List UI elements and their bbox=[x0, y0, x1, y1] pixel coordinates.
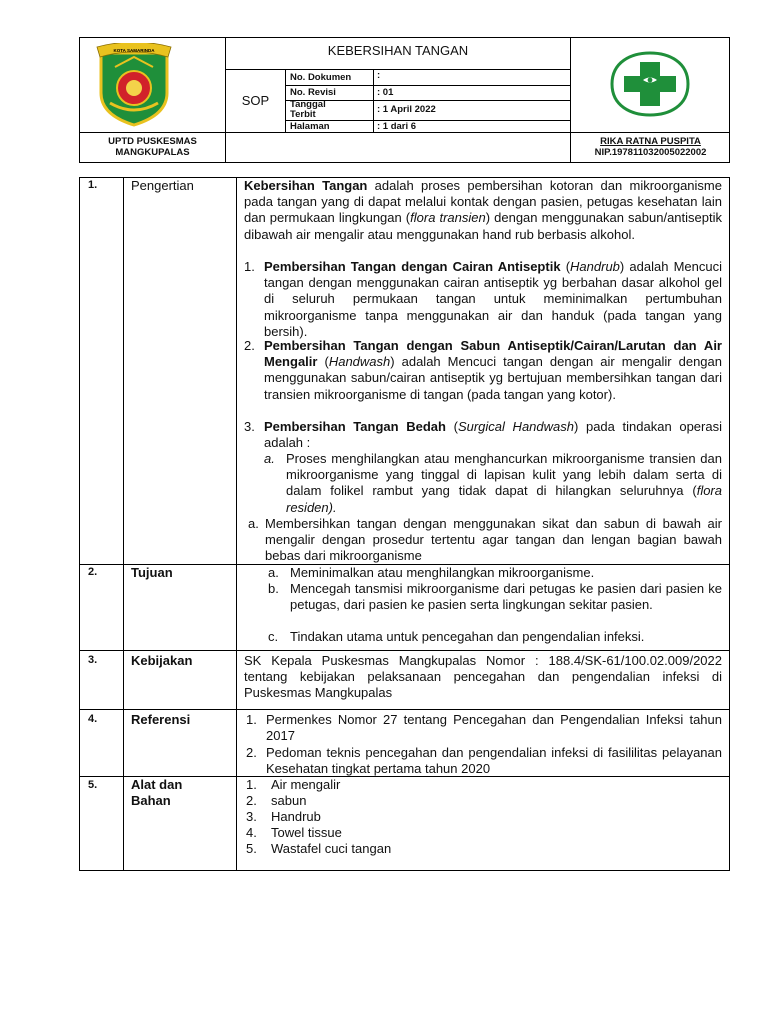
puskesmas-logo bbox=[609, 50, 691, 118]
item-text: Permenkes Nomor 27 tentang Pencegahan dan Pengendalian Infeksi tahun 2017 bbox=[266, 712, 722, 744]
section-1-intro bbox=[244, 178, 722, 243]
section-4-item-1 bbox=[246, 712, 722, 744]
meta-value-no-revisi: : 01 bbox=[377, 87, 394, 98]
section-2-title: Tujuan bbox=[131, 565, 173, 580]
item-text: Mencegah tansmisi mikroorganisme dari petugas ke pasien dari pasien ke petugas, dari pasien ke pasien serta lingkungan sekitar pasien. bbox=[290, 581, 722, 613]
item-marker: 1. bbox=[246, 712, 257, 727]
item-marker: 2. bbox=[246, 745, 257, 760]
signer-nip: NIP.197811032005022002 bbox=[594, 147, 707, 158]
item-pre: ( bbox=[445, 419, 458, 434]
meta-label-no-revisi: No. Revisi bbox=[290, 87, 336, 98]
item-bold: Pembersihan Tangan Bedah bbox=[264, 419, 446, 434]
section-5-item-3 bbox=[246, 809, 722, 825]
section-5-title-line1: Alat dan bbox=[131, 777, 183, 792]
item-marker: 3. bbox=[246, 809, 257, 824]
section-2-item-a bbox=[268, 565, 722, 581]
item-pre: ( bbox=[317, 354, 329, 370]
sop-label: SOP bbox=[241, 93, 270, 108]
item-text: Air mengalir bbox=[271, 777, 341, 792]
org-name-line2: MANGKUPALAS bbox=[115, 147, 190, 158]
city-logo-caption: KOTA SAMARINDA bbox=[113, 48, 155, 53]
item-text: Handrub bbox=[271, 809, 321, 824]
meta-value-no-dokumen: : bbox=[377, 70, 381, 81]
section-1-item-3 bbox=[244, 419, 722, 451]
section-3-title: Kebijakan bbox=[131, 653, 193, 668]
sub-italic: flora residen). bbox=[286, 483, 722, 515]
section-1-title: Pengertian bbox=[131, 178, 194, 193]
item-italic: Surgical Handwash bbox=[457, 419, 574, 434]
intro-text-2: ) dengan menggunakan sabun/antiseptik dibawah air mengalir atau menggunakan hand rub berbasis alkohol. bbox=[244, 210, 722, 242]
intro-text-1: adalah proses pembersihan kotoran dan mikroorganisme pada tangan yang di dapat melalui kontak dengan pasien, petugas kesehatan lain dan permukaan lingkungan ( bbox=[244, 178, 722, 226]
meta-label-tanggal-terbit: Tanggal Terbit bbox=[290, 99, 326, 120]
sub-text: Membersihkan tangan dengan menggunakan sikat dan sabun di bawah air mengalir dengan prosedur tertentu agar tangan dan lengan bagian bawah bebas dari mikroorganisme bbox=[265, 516, 722, 564]
meta-value-halaman: : 1 dari 6 bbox=[377, 121, 417, 132]
meta-label-no-dokumen: No. Dokumen bbox=[290, 72, 352, 83]
item-post: ) adalah Mencuci tangan dengan menggunakan cairan antiseptik yg berbahan dasar alkohol gel di seluruh permukaan tangan untuk meminimalkan pertumbuhan mikroorganisme tanpa menggunakan air dan handuk (pada tangan yang bersih). bbox=[264, 259, 722, 339]
item-marker: 2. bbox=[244, 338, 255, 353]
section-1-number: 1. bbox=[88, 179, 98, 191]
item-marker: a. bbox=[268, 565, 279, 580]
section-4-item-2 bbox=[246, 745, 722, 777]
section-5-item-4 bbox=[246, 825, 722, 841]
item-text: Pedoman teknis pencegahan dan pengendalian infeksi di fasililitas pelayanan Kesehatan tingkat pertama tahun 2020 bbox=[266, 745, 722, 777]
item-text: Wastafel cuci tangan bbox=[271, 841, 392, 856]
section-5-title-line2: Bahan bbox=[131, 793, 171, 808]
sub-text: Proses menghilangkan atau menghancurkan mikroorganisme transien dan mikroorganisme yang tinggal di lapisan kulit yang lebih dalam serta di dalam folikel rambut yang tidak dapat di hilangkan seluruhnya ( bbox=[286, 451, 722, 499]
section-1-sub-a2 bbox=[248, 516, 722, 565]
item-marker: 4. bbox=[246, 825, 257, 840]
section-1-item-2 bbox=[244, 338, 722, 403]
section-5-number: 5. bbox=[88, 779, 98, 791]
section-2-item-b bbox=[268, 581, 722, 613]
intro-term: Kebersihan Tangan bbox=[244, 178, 368, 193]
doc-title: KEBERSIHAN TANGAN bbox=[327, 43, 469, 58]
item-text: Meminimalkan atau menghilangkan mikroorganisme. bbox=[290, 565, 595, 580]
item-marker: 5. bbox=[246, 841, 257, 856]
item-post: ) pada tindakan operasi adalah : bbox=[264, 419, 722, 451]
meta-label-halaman: Halaman bbox=[290, 121, 330, 132]
section-3-number: 3. bbox=[88, 654, 98, 666]
section-1-item-1 bbox=[244, 259, 722, 340]
item-marker: 1. bbox=[246, 777, 257, 792]
city-logo bbox=[95, 43, 173, 127]
item-italic: Handrub bbox=[570, 259, 620, 274]
item-marker: c. bbox=[268, 629, 279, 644]
section-5-item-1 bbox=[246, 777, 722, 793]
item-text: Tindakan utama untuk pencegahan dan pengendalian infeksi. bbox=[290, 629, 645, 644]
sub-marker: a. bbox=[248, 516, 259, 531]
org-name-line1: UPTD PUSKESMAS bbox=[108, 136, 197, 147]
item-post: ) adalah Mencuci tangan dengan air mengalir dengan menggunakan sabun/cairan antiseptik yg bertujuan membersihkan tangan dari transien mikroorganisme di tangan (pada tangan yang kotor). bbox=[264, 354, 722, 402]
item-text: Towel tissue bbox=[271, 825, 342, 840]
item-marker: b. bbox=[268, 581, 279, 596]
sub-marker: a. bbox=[264, 451, 275, 466]
item-marker: 1. bbox=[244, 259, 255, 274]
signer-name: RIKA RATNA PUSPITA bbox=[600, 136, 701, 147]
item-bold: Pembersihan Tangan dengan Sabun Antiseptik/Cairan/Larutan dan Air Mengalir bbox=[264, 338, 722, 370]
section-1-sub-a1 bbox=[264, 451, 722, 516]
section-2-item-c bbox=[268, 629, 722, 645]
section-5-item-2 bbox=[246, 793, 722, 809]
section-4-number: 4. bbox=[88, 713, 98, 725]
item-bold: Pembersihan Tangan dengan Cairan Antiseptik bbox=[264, 259, 561, 274]
item-pre: ( bbox=[560, 259, 571, 274]
section-2-number: 2. bbox=[88, 566, 98, 578]
item-marker: 3. bbox=[244, 419, 255, 434]
section-5-item-5 bbox=[246, 841, 722, 857]
item-marker: 2. bbox=[246, 793, 257, 808]
intro-italic: flora transien bbox=[410, 210, 486, 226]
section-3-text: SK Kepala Puskesmas Mangkupalas Nomor : 188.4/SK-61/100.02.009/2022 tentang kebijakan pelaksanaan pencegahan dan pengendalian infeksi di Puskesmas Mangkupalas bbox=[244, 653, 722, 701]
item-text: sabun bbox=[271, 793, 307, 808]
item-italic: Handwash bbox=[328, 354, 391, 370]
meta-value-tanggal-terbit: : 1 April 2022 bbox=[377, 104, 436, 115]
section-4-title: Referensi bbox=[131, 712, 191, 727]
